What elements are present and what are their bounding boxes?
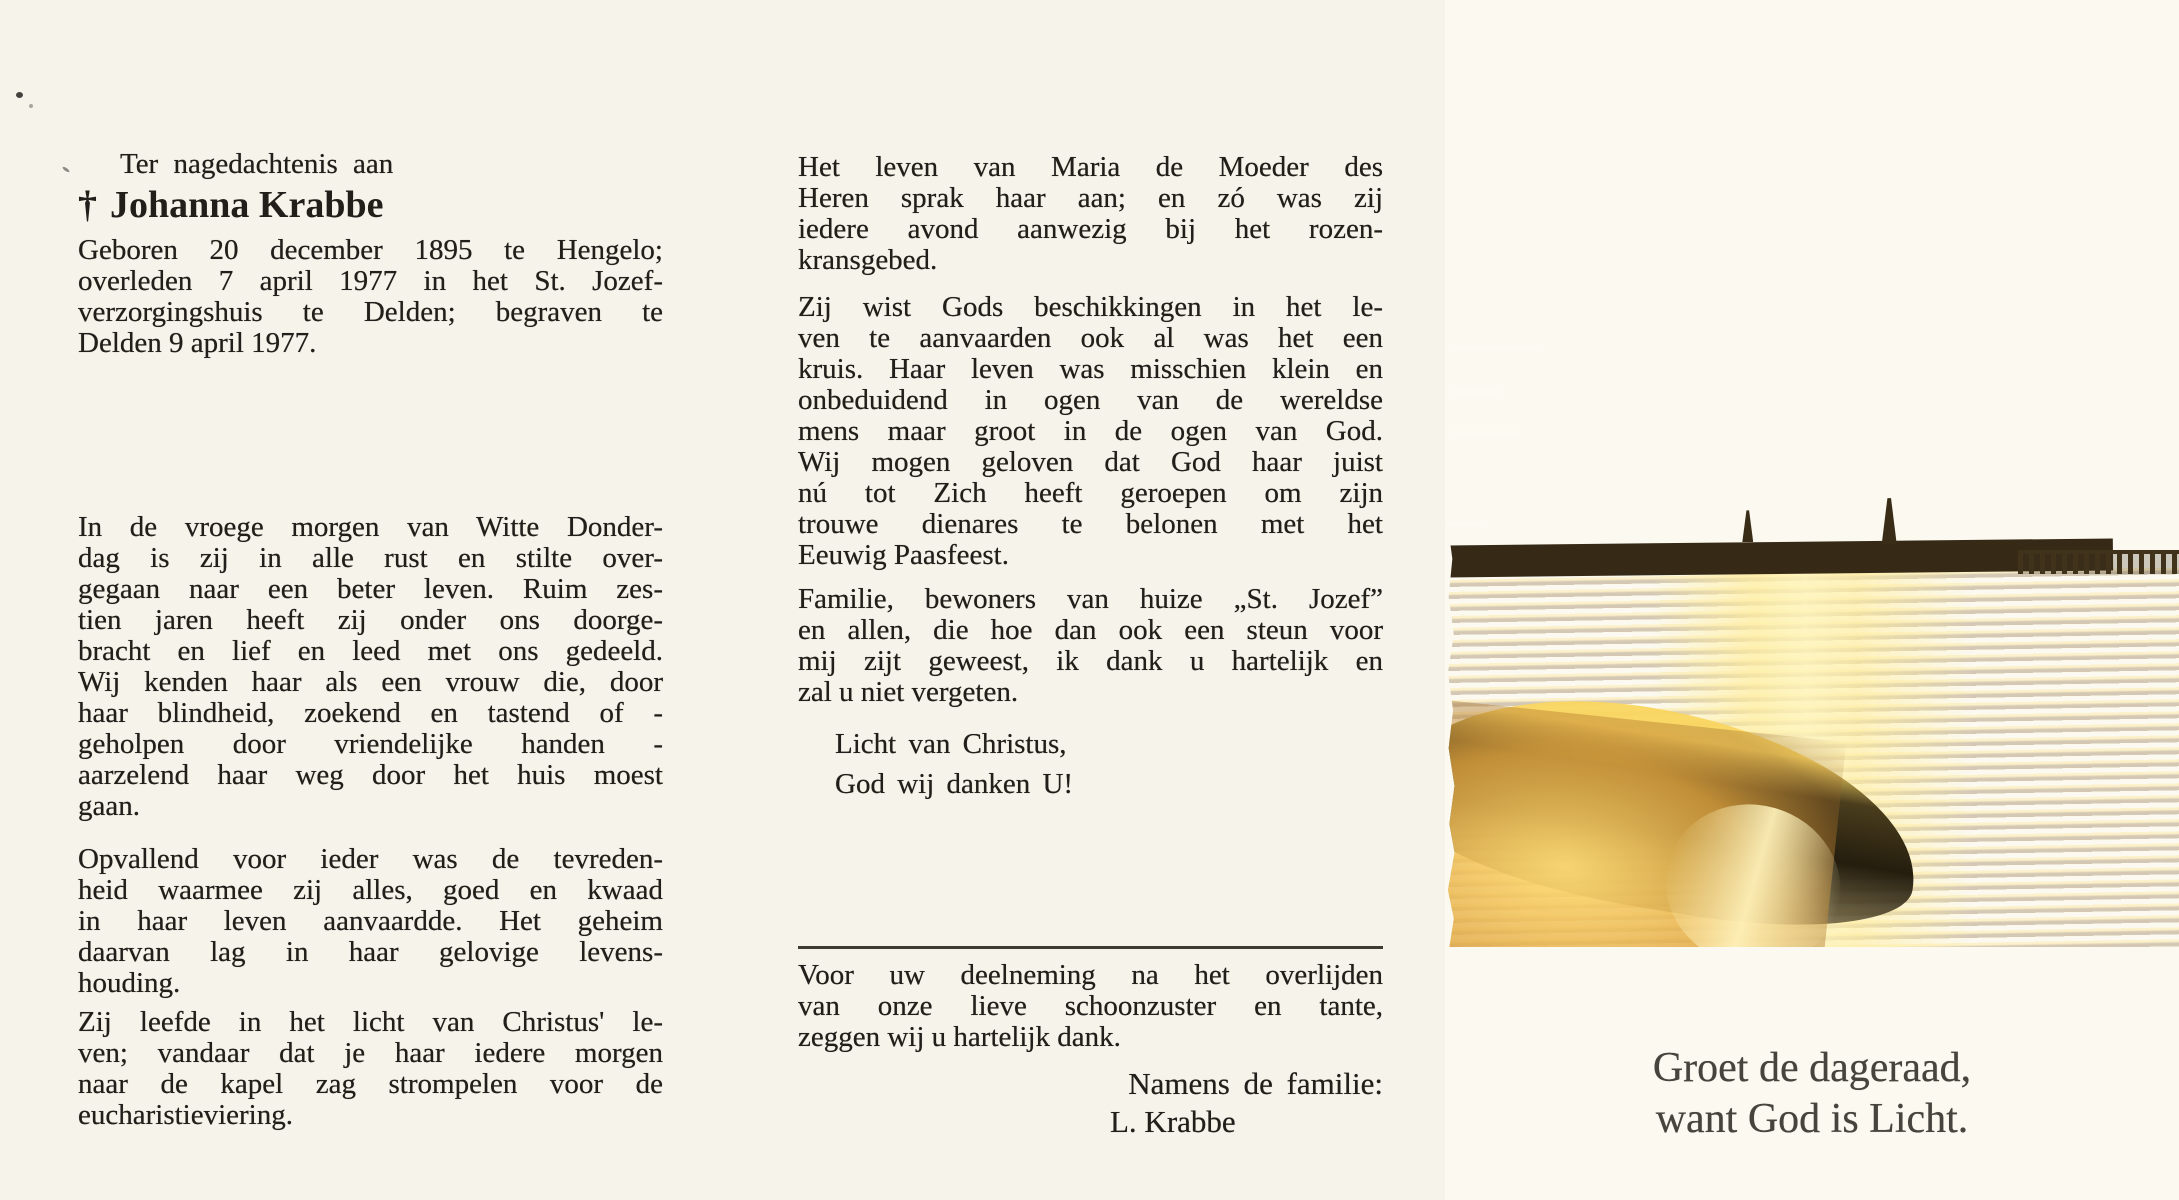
- middle-text-panel: [798, 0, 1383, 1200]
- photo-caption-line-1: Groet de dageraad,: [1652, 1045, 1972, 1091]
- obituary-paragraph-2: [78, 844, 663, 999]
- acknowledgement-paragraph: [798, 960, 1383, 1053]
- obituary-paragraph-3: [78, 1007, 663, 1131]
- text-line: zeggen wij u hartelijk dank.: [798, 1021, 1121, 1053]
- text-line: van onze lieve schoonzuster en tante,: [798, 990, 1383, 1022]
- text-line: aarzelend haar weg door het huis moest: [78, 759, 663, 791]
- text-line: trouwe dienares te belonen met het: [798, 508, 1383, 540]
- scan-scratch: [1445, 346, 1541, 350]
- text-line: Eeuwig Paasfeest.: [798, 539, 1009, 571]
- text-line: en allen, die hoe dan ook een steun voor: [798, 614, 1383, 646]
- signature-name: L. Krabbe: [1110, 1104, 1236, 1139]
- text-line: onbeduidend in ogen van de wereldse: [798, 384, 1383, 416]
- text-line: heid waarmee zij alles, goed en kwaad: [78, 874, 663, 906]
- text-line: overleden 7 april 1977 in het St. Jozef-: [78, 265, 663, 297]
- text-line: Wij mogen geloven dat God haar juist: [798, 446, 1383, 478]
- divider-line: [798, 946, 1383, 949]
- text-line: in haar leven aanvaardde. Het geheim: [78, 905, 663, 937]
- text-line: dag is zij in alle rust en stilte over-: [78, 542, 663, 574]
- scan-speck: [16, 92, 23, 98]
- text-line: geholpen door vriendelijke handen -: [78, 728, 663, 760]
- scan-scratch: [1445, 390, 1501, 394]
- text-line: bracht en lief en leed met ons gedeeld.: [78, 635, 663, 667]
- text-line: verzorgingshuis te Delden; begraven te: [78, 296, 663, 328]
- deceased-name: Johanna Krabbe: [110, 184, 384, 226]
- text-line: Delden 9 april 1977.: [78, 327, 317, 359]
- text-line: gegaan naar een beter leven. Ruim zes-: [78, 573, 663, 605]
- signature-label: Namens de familie:: [1128, 1066, 1383, 1101]
- prayer-line-1: Licht van Christus,: [835, 728, 1067, 760]
- text-line: eucharistieviering.: [78, 1099, 293, 1131]
- devotion-paragraph-2: [798, 292, 1383, 571]
- text-line: zal u niet vergeten.: [798, 676, 1019, 708]
- text-line: daarvan lag in haar gelovige levens-: [78, 936, 663, 968]
- left-text-panel: [78, 0, 663, 1200]
- text-line: tien jaren heeft zij onder ons doorge-: [78, 604, 663, 636]
- birth-death-dates: [78, 235, 663, 359]
- devotion-paragraph-1: [798, 152, 1383, 276]
- photo-caption-line-2: want God is Licht.: [1655, 1096, 1969, 1142]
- text-line: Heren sprak haar aan; en zó was zij: [798, 182, 1383, 214]
- text-line: ven te aanvaarden ook al was het een: [798, 322, 1383, 354]
- text-line: naar de kapel zag strompelen voor de: [78, 1068, 663, 1100]
- text-line: mij zijt geweest, ik dank u hartelijk en: [798, 645, 1383, 677]
- scan-speck: [29, 104, 33, 108]
- text-line: nú tot Zich heeft geroepen om zijn: [798, 477, 1383, 509]
- pier-silhouette: [1445, 538, 2113, 577]
- scan-scratch: [1445, 521, 1485, 525]
- deceased-name-line: [78, 184, 663, 226]
- prayer-line-2: God wij danken U!: [835, 768, 1074, 800]
- text-line: Familie, bewoners van huize „St. Jozef”: [798, 583, 1383, 615]
- text-line: houding.: [78, 967, 181, 999]
- memorial-intro: Ter nagedachtenis aan: [120, 148, 394, 180]
- text-line: Zij wist Gods beschikkingen in het le-: [798, 291, 1383, 323]
- text-line: mens maar groot in de ogen van God.: [798, 415, 1383, 447]
- obituary-paragraph-1: [78, 512, 663, 822]
- text-line: iedere avond aanwezig bij het rozen-: [798, 213, 1383, 245]
- text-line: Het leven van Maria de Moeder des: [798, 151, 1383, 183]
- sunset-sea-photo: [1445, 0, 2179, 947]
- pier-trestle-silhouette: [2018, 550, 2179, 574]
- text-line: kransgebed.: [798, 244, 938, 276]
- text-line: Zij leefde in het licht van Christus' le-: [78, 1006, 663, 1038]
- text-line: kruis. Haar leven was misschien klein en: [798, 353, 1383, 385]
- scan-speck: [62, 166, 70, 173]
- text-line: ven; vandaar dat je haar iedere morgen: [78, 1037, 663, 1069]
- cross-icon: †: [78, 184, 97, 226]
- text-line: Geboren 20 december 1895 te Hengelo;: [78, 234, 663, 266]
- text-line: Wij kenden haar als een vrouw die, door: [78, 666, 663, 698]
- text-line: Opvallend voor ieder was de tevreden-: [78, 843, 663, 875]
- text-line: In de vroege morgen van Witte Donder-: [78, 511, 663, 543]
- lighthouse-beacon-icon: [1742, 510, 1753, 542]
- text-line: haar blindheid, zoekend en tastend of -: [78, 697, 663, 729]
- thanks-paragraph: [798, 584, 1383, 708]
- photo-panel: [1445, 0, 2179, 1200]
- text-line: gaan.: [78, 790, 140, 822]
- scan-scratch: [1445, 431, 1519, 435]
- lighthouse-beacon-icon: [1882, 498, 1897, 544]
- text-line: Voor uw deelneming na het overlijden: [798, 959, 1383, 991]
